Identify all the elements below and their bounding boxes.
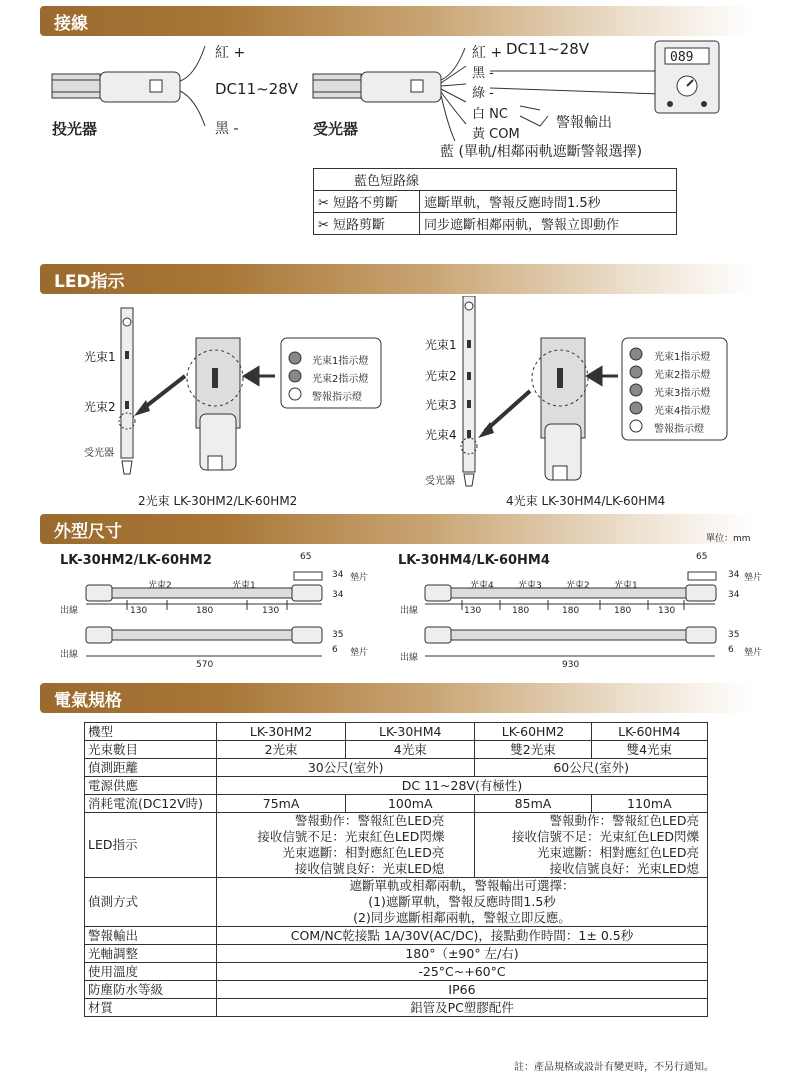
spec-row-material (85, 999, 708, 1017)
meter-reading: 089 (670, 50, 694, 65)
spec-row-power (85, 777, 708, 795)
blue-row-mode: 短路不剪斷 (333, 196, 399, 211)
led-legend-item: 光束1指示燈 (312, 356, 369, 367)
spec-cell (475, 813, 708, 878)
spec-label: LED指示 (85, 813, 217, 878)
receiver-label: 受光器 (313, 120, 359, 138)
spec-cell: 雙2光束 (475, 741, 591, 759)
footnote: 註：產品規格或設計有變更時，不另行通知。 (514, 1062, 714, 1073)
section-header-led (40, 264, 752, 294)
spec-cell: 2光束 (217, 741, 346, 759)
spec-led-line: 接收信號不足：光束紅色LED閃爍 (257, 829, 445, 844)
dim-segment: 180 (562, 606, 580, 616)
receiver-red-wire-label: 紅 + (472, 45, 503, 61)
spec-led-line: 光束遮斷：相對應紅色LED亮 (537, 845, 699, 860)
section-title: 接線 (54, 14, 88, 34)
blue-wire-note: 藍 (單軌/相鄰兩軌遮斷警報選擇) (440, 144, 643, 160)
spec-row-current (85, 795, 708, 813)
dim-value: 34 (332, 590, 344, 600)
blue-table-title: 藍色短路線 (314, 169, 677, 191)
spec-cell: COM/NC乾接點 1A/30V(AC/DC)，接點動作時間：1± 0.5秒 (217, 927, 708, 945)
spec-row-temp (85, 963, 708, 981)
dim-beam-label: 光束3 (518, 581, 542, 591)
emitter-label: 投光器 (52, 120, 98, 138)
led-left-beam2-label: 光束2 (84, 400, 116, 414)
spec-label: 偵測距離 (85, 759, 217, 777)
receiver-voltage: DC11~28V (506, 40, 590, 58)
spec-row-beams (85, 741, 708, 759)
spec-label: 防塵防水等級 (85, 981, 217, 999)
led-legend-item: 光束2指示燈 (312, 374, 369, 385)
dim-value: 65 (696, 552, 708, 562)
led-legend-item: 光束2指示燈 (654, 370, 711, 381)
dim-segment: 130 (130, 606, 148, 616)
emitter-unit (52, 46, 205, 126)
receiver-green-wire-label: 綠 - (472, 86, 494, 101)
led-legend-item: 警報指示燈 (312, 392, 362, 403)
spec-label: 偵測方式 (85, 878, 217, 927)
dim-beam-label: 光束4 (470, 581, 494, 591)
dim-outlet-label: 出線 (400, 606, 419, 616)
dim-segment: 180 (196, 606, 214, 616)
spec-led-line: 接收信號不足：光束紅色LED閃爍 (512, 829, 699, 844)
emitter-voltage: DC11~28V (215, 80, 299, 98)
spec-led-line: 警報動作：警報紅色LED亮 (294, 813, 445, 828)
spec-detect-line: (2)同步遮斷相鄰兩軌，警報立即反應。 (353, 910, 571, 925)
spec-led-line: 接收信號良好：光束LED熄 (549, 861, 699, 876)
spec-row-axis (85, 945, 708, 963)
spec-cell: LK-30HM2 (217, 723, 346, 741)
dim-segment: 130 (464, 606, 482, 616)
dim-value: 34 (332, 570, 344, 580)
blue-row-desc: 遮斷單軌，警報反應時間1.5秒 (420, 191, 677, 213)
spec-row-detect (85, 878, 708, 927)
blue-row-desc: 同步遮斷相鄰兩軌，警報立即動作 (420, 213, 677, 235)
dim-segment: 130 (262, 606, 280, 616)
dim-value: 35 (332, 630, 344, 640)
alarm-output-label: 警報輸出 (556, 115, 612, 131)
spec-cell: LK-60HM4 (591, 723, 707, 741)
section-header-dims (40, 514, 752, 544)
spec-cell: 180°（±90° 左/右) (217, 945, 708, 963)
led-left-caption: 2光束 LK-30HM2/LK-60HM2 (138, 494, 298, 508)
spec-detect-line: 遮斷單軌或相鄰兩軌，警報輸出可選擇： (349, 878, 575, 893)
spec-row-led (85, 813, 708, 878)
dims-left-title: LK-30HM2/LK-60HM2 (60, 553, 212, 568)
spec-label: 機型 (85, 723, 217, 741)
led-legend-item: 光束3指示燈 (654, 388, 711, 399)
spec-label: 警報輸出 (85, 927, 217, 945)
spec-label: 消耗電流(DC12V時) (85, 795, 217, 813)
led-right-caption: 4光束 LK-30HM4/LK-60HM4 (506, 494, 666, 508)
dim-value: 6 (728, 645, 734, 655)
spec-led-line: 光束遮斷：相對應紅色LED亮 (282, 845, 445, 860)
led-left-receiver-label: 受光器 (84, 448, 114, 459)
led-right-beam3-label: 光束3 (425, 398, 457, 412)
spec-label: 光軸調整 (85, 945, 217, 963)
led-legend-item: 警報指示燈 (654, 424, 704, 435)
spec-cell: 4光束 (346, 741, 475, 759)
dim-value: 35 (728, 630, 740, 640)
spec-cell: 85mA (475, 795, 591, 813)
spec-cell (217, 813, 475, 878)
spec-cell: 75mA (217, 795, 346, 813)
dim-value: 墊片 (350, 573, 369, 583)
spec-label: 使用溫度 (85, 963, 217, 981)
dim-beam-label: 光束2 (566, 581, 590, 591)
spec-cell: 鋁管及PC塑膠配件 (217, 999, 708, 1017)
spec-detect-line: (1)遮斷單軌，警報反應時間1.5秒 (368, 894, 556, 909)
dim-value: 墊片 (350, 648, 369, 658)
led-right-beam4-label: 光束4 (425, 428, 457, 442)
spec-led-line: 接收信號良好：光束LED熄 (294, 861, 445, 876)
blue-row-mode: 短路剪斷 (333, 218, 386, 233)
section-title: LED指示 (54, 272, 125, 292)
dim-total: 570 (196, 660, 214, 670)
section-header-wiring (40, 6, 752, 36)
spec-cell: 110mA (591, 795, 707, 813)
spec-label: 光束數目 (85, 741, 217, 759)
dims-unit: 單位：mm (706, 534, 751, 544)
dim-beam-label: 光束1 (614, 581, 638, 591)
spec-label: 材質 (85, 999, 217, 1017)
dims-right-title: LK-30HM4/LK-60HM4 (398, 553, 550, 568)
dim-total: 930 (562, 660, 580, 670)
dim-value: 墊片 (744, 573, 763, 583)
spec-table (84, 722, 708, 1017)
spec-cell: 100mA (346, 795, 475, 813)
spec-row-alarm (85, 927, 708, 945)
section-header-elec (40, 683, 752, 713)
spec-row-range (85, 759, 708, 777)
dim-value: 墊片 (744, 648, 763, 658)
dim-value: 6 (332, 645, 338, 655)
dim-beam-label: 光束2 (148, 581, 172, 591)
spec-cell: 60公尺(室外) (475, 759, 708, 777)
spec-row-model (85, 723, 708, 741)
led-right-beam2-label: 光束2 (425, 369, 457, 383)
dim-segment: 130 (658, 606, 676, 616)
spec-row-ip (85, 981, 708, 999)
dim-beam-label: 光束1 (232, 581, 256, 591)
dim-outlet-label: 出線 (60, 606, 79, 616)
spec-cell: IP66 (217, 981, 708, 999)
spec-led-line: 警報動作：警報紅色LED亮 (549, 813, 699, 828)
dim-segment: 180 (512, 606, 530, 616)
spec-cell: LK-60HM2 (475, 723, 591, 741)
spec-label: 電源供應 (85, 777, 217, 795)
dim-segment: 180 (614, 606, 632, 616)
spec-cell (217, 878, 708, 927)
led-legend-item: 光束4指示燈 (654, 406, 711, 417)
dim-value: 34 (728, 590, 740, 600)
spec-cell: LK-30HM4 (346, 723, 475, 741)
spec-cell: -25°C~+60°C (217, 963, 708, 981)
short-cut-icon: ✂ (318, 218, 329, 233)
emitter-red-wire-label: 紅 + (215, 45, 246, 61)
led-legend-item: 光束1指示燈 (654, 352, 711, 363)
receiver-yellow-wire-label: 黃 COM (472, 127, 520, 142)
led-right-beam1-label: 光束1 (425, 338, 457, 352)
led-right-receiver-label: 受光器 (425, 476, 455, 487)
section-title: 外型尺寸 (54, 522, 122, 542)
spec-cell: 30公尺(室外) (217, 759, 475, 777)
spec-cell: 雙4光束 (591, 741, 707, 759)
spec-cell: DC 11~28V(有極性) (217, 777, 708, 795)
receiver-white-wire-label: 白 NC (472, 107, 508, 122)
section-title: 電氣規格 (54, 691, 122, 711)
emitter-black-wire-label: 黑 - (215, 121, 239, 137)
receiver-black-wire-label: 黑 - (472, 66, 494, 81)
dim-value: 65 (300, 552, 312, 562)
blue-wire-table (313, 168, 677, 235)
short-not-cut-icon: ✂ (318, 196, 329, 211)
led-left-beam1-label: 光束1 (84, 350, 116, 364)
dim-outlet-label: 出線 (400, 653, 419, 663)
dim-outlet-label: 出線 (60, 650, 79, 660)
dim-value: 34 (728, 570, 740, 580)
